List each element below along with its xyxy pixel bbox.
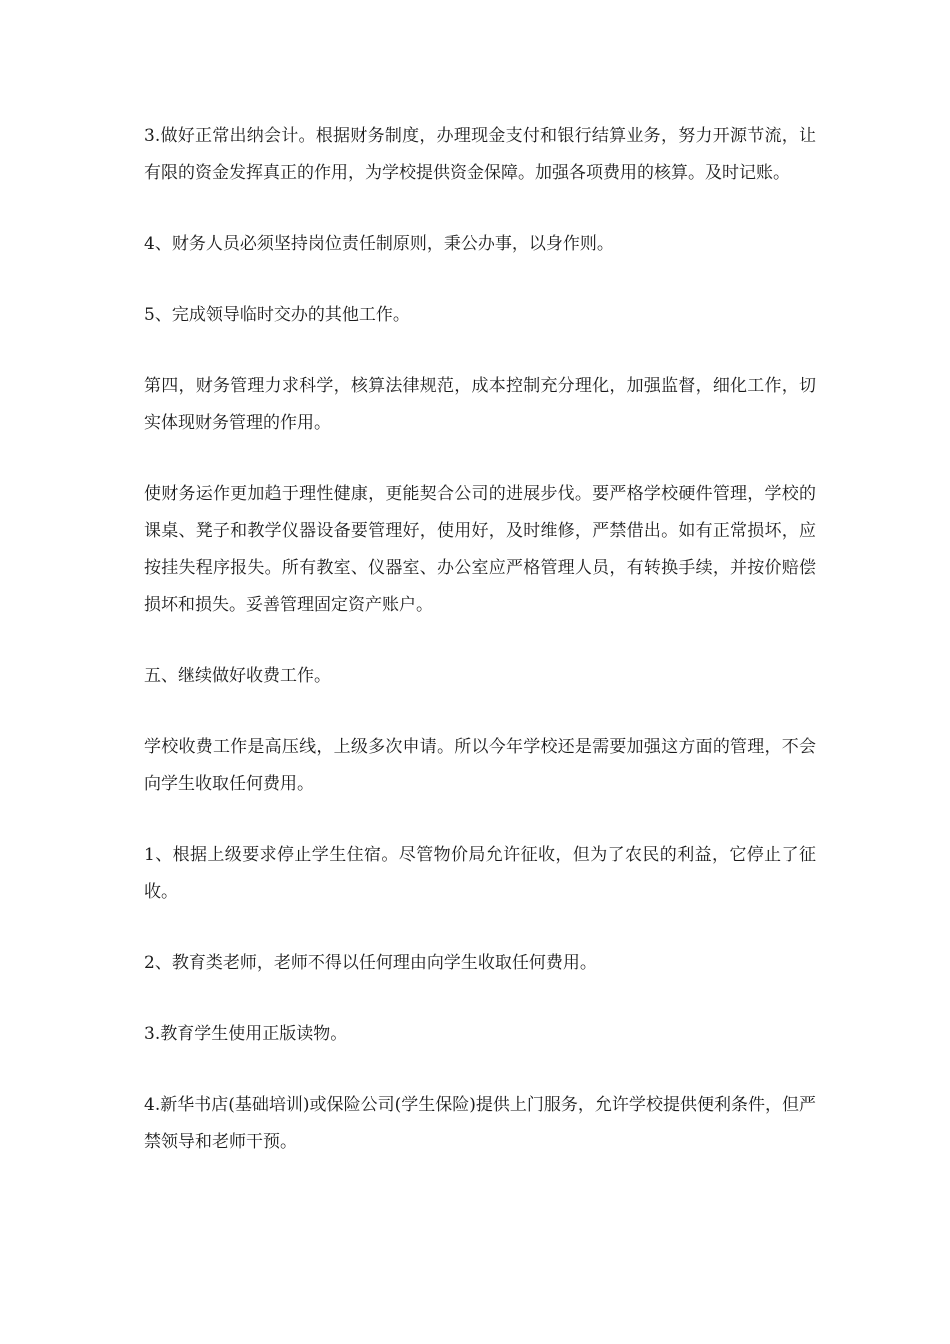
paragraph-fourth-financial-management: 第四，财务管理力求科学，核算法律规范，成本控制充分理化，加强监督，细化工作，切实体现财务管理的作用。 xyxy=(144,376,816,433)
paragraph-hardware-management: 使财务运作更加趋于理性健康，更能契合公司的进展步伐。要严格学校硬件管理，学校的课桌、凳子和教学仪器设备要管理好，使用好，及时维修，严禁借出。如有正常损坏，应按挂失程序报失。所有教室、仪器室、办公室应严格管理人员，有转换手续，并按价赔偿损坏和损失。妥善管理固定资产账户。 xyxy=(144,484,816,615)
paragraph-job-responsibility: 4、财务人员必须坚持岗位责任制原则，秉公办事，以身作则。 xyxy=(144,234,614,254)
paragraph-teacher-fees: 2、教育类老师，老师不得以任何理由向学生收取任何费用。 xyxy=(144,953,597,973)
paragraph-door-service: 4.新华书店(基础培训)或保险公司(学生保险)提供上门服务，允许学校提供便利条件，但严禁领导和老师干预。 xyxy=(144,1095,816,1152)
paragraph-fee-collection: 学校收费工作是高压线，上级多次申请。所以今年学校还是需要加强这方面的管理，不会向学生收取任何费用。 xyxy=(144,737,816,794)
paragraph-stop-accommodation: 1、根据上级要求停止学生住宿。尽管物价局允许征收，但为了农民的利益，它停止了征收。 xyxy=(144,845,816,902)
paragraph-cashier-accounting: 3.做好正常出纳会计。根据财务制度，办理现金支付和银行结算业务，努力开源节流，让有限的资金发挥真正的作用，为学校提供资金保障。加强各项费用的核算。及时记账。 xyxy=(144,126,816,183)
document-body xyxy=(144,118,816,1195)
paragraph-leader-tasks: 5、完成领导临时交办的其他工作。 xyxy=(144,305,410,325)
paragraph-fifth-heading: 五、继续做好收费工作。 xyxy=(144,666,331,686)
paragraph-genuine-books: 3.教育学生使用正版读物。 xyxy=(144,1024,348,1044)
